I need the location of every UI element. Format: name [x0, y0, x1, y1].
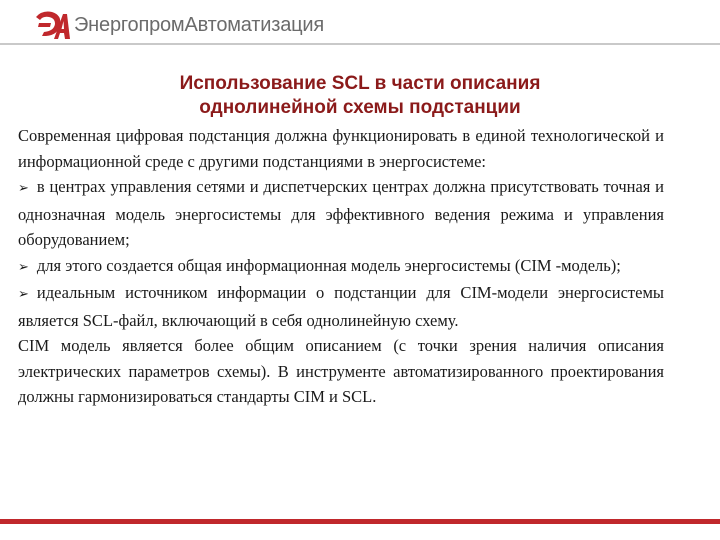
bullet-item — [18, 174, 664, 253]
bullet-text: идеальным источником информации о подстанции для CIM-модели энергосистемы является SCL-файл, включающий в себя однолинейную схему. — [18, 283, 664, 330]
conclusion-paragraph: CIM модель является более общим описанием (с точки зрения наличия описания электрических параметров схемы). В инструменте автоматизированного проектирования должны гармонизироваться стандарты CIM и SCL. — [18, 336, 664, 406]
intro-paragraph: Современная цифровая подстанция должна функционировать в единой технологической и информационной среде с другими подстанциями в энергосистеме: — [18, 126, 664, 171]
bullet-text: в центрах управления сетями и диспетчерских центрах должна присутствовать точная и однозначная модель энергосистемы для эффективного ведения режима и управления оборудованием; — [18, 177, 664, 249]
bullet-text: для этого создается общая информационная модель энергосистемы (CIM -модель); — [36, 255, 621, 275]
page-title — [60, 72, 660, 120]
page-title-line-2: однолинейной схемы подстанции — [199, 97, 521, 118]
header-divider — [0, 43, 720, 45]
arrow-bullet-icon: ➢ — [18, 181, 29, 196]
slide-body — [18, 123, 664, 410]
company-logo — [32, 8, 324, 42]
arrow-bullet-icon: ➢ — [18, 259, 29, 275]
footer-divider — [0, 519, 720, 524]
company-logo-icon — [32, 8, 72, 42]
arrow-bullet-icon: ➢ — [18, 287, 29, 302]
bullet-item — [18, 253, 664, 281]
bullet-item — [18, 280, 664, 333]
page-title-line-1: Использование SCL в части описания — [179, 73, 541, 94]
company-name: ЭнергопромАвтоматизация — [74, 13, 324, 36]
